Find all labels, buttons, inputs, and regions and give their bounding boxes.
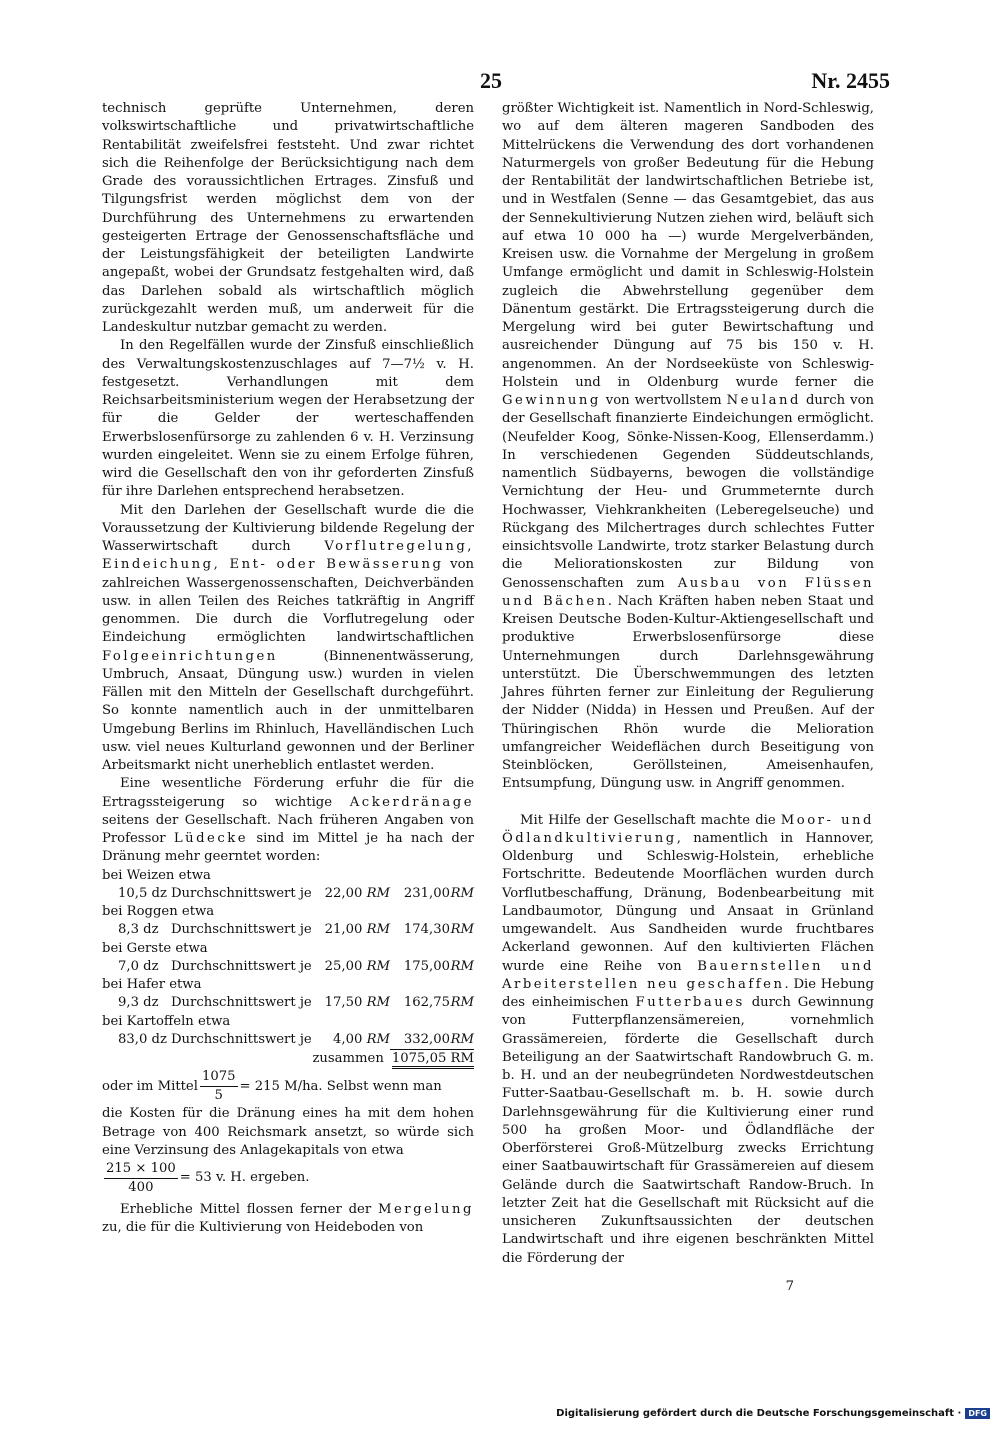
numerator: 215 × 100 [104,1160,178,1179]
paragraph: technisch geprüfte Unternehmen, deren volkswirtschaftliche und privatwirtschaftliche Rentabilität zweifelsfrei feststeht. Und zwar richtet sich die Reihenfolge der Berücksichtigung nach dem Grade des voraussichtlichen Ertrages. Zinsfuß und Tilgungsfrist werden möglichst dem von der Durchführung des Unternehmens zu erwartenden gesteigerten Ertrage der Genossenschaftsfläche und der Leistungsfähigkeit der beteiligten Landwirte angepaßt, wobei der Grundsatz festgehalten wird, daß das Darlehen sobald als wirtschaftlich möglich zurückgezahlt werden muß, um anderweit für die Landeskultur nutzbar gemacht zu werden. [102,101,474,335]
text: (Binnenentwässerung, Umbruch, Ansaat, Düngung usw.) wurden in vielen Fällen mit den Mitteln der Gesellschaft durchgeführt. So konnte namentlich auch in der unmittelbaren Umgebung Berlins im Rhinluch, Havelländischen Luch usw. viel neues Kulturland gewonnen und der Berliner Arbeitsmarkt nicht unerheblich entlastet werden. [102,648,474,773]
crop-unit: RM [450,1031,474,1050]
right-column [502,100,874,1296]
sum-label: zusammen [312,1051,384,1066]
table-row [102,958,474,976]
table-row [102,921,474,939]
text: seitens der Gesellschaft. Nach früheren Angaben von Professor [102,812,474,846]
crop-qty: 9,3 dz [118,995,159,1011]
crop-amount: 231,00 [403,885,450,901]
text: von zahlreichen Wassergenossenschaften, Deichverbänden usw. in allen Teilen des Reiches tatkräftig in Angriff genommen. Die durch die Vorflutregelung oder Eindeichung ermöglichten landwirtschaftlichen [102,557,475,646]
text: Mit den Darlehen der Gesellschaft wurde die die Voraussetzung der Kultivierung bildende Regelung der Wasserwirtschaft durch [102,502,474,554]
crop-unit: RM [450,958,474,974]
paragraph: In den Regelfällen wurde der Zinsfuß einschließlich des Verwaltungskostenzuschlages auf 7—7½ v. H. festgesetzt. Verhandlungen mit dem Reichsarbeitsministerium wegen der Herabsetzung der für die Gelder der werteschaffenden Erwerbslosenfürsorge zu zahlenden 6 v. H. Verzinsung wurden eingeleitet. Wenn sie zu einem Erfolge führen, wird die Gesellschaft den von ihr geforderten Zinsfuß für ihre Darlehen entsprechend herabsetzen. [102,338,474,500]
fraction [200,1068,238,1105]
crop-amount: 332,00 [390,1031,450,1050]
crop-amount: 174,30 [403,922,450,938]
spaced-text: Lüdecke [173,831,249,846]
crop-price: 4,00 RM [332,1032,390,1047]
paragraph [102,775,474,866]
left-column [102,100,474,1238]
table-row [102,903,474,921]
crop-desc: Durchschnittswert je [170,958,312,974]
crop-price: 22,00 RM [324,885,390,901]
table-row [102,976,474,994]
paragraph [102,1201,474,1238]
text: = 215 M/ha. Selbst wenn man [239,1078,442,1094]
crop-label: bei Kartoffeln etwa [102,1013,231,1029]
text: zu, die für die Kultivierung von Heideboden von [102,1220,424,1236]
crop-label: bei Weizen etwa [102,867,211,883]
text: , namentlich in Hannover, Oldenburg und Schleswig-Holstein, erhebliche Fortschritte. Bedeutende Moorflächen wurden durch Vorflutbeschaffung, Dränung, Bodenbearbeitung mit Landbaumotor, Düngung und Ansaat in Grünland umgewandelt. Aus Sandheiden wurde fruchtbares Ackerland gewonnen. Auf den kultivierten Flächen wurde eine Reihe von [502,830,874,974]
table-row [102,1031,474,1050]
text: durch Gewinnung von Futterpflanzensämereien, vornehmlich Grassämereien, förderte die Gesellschaft durch Beteiligung an der Saatwirtschaft Randowbruch G. m. b. H. und an der neubegründeten Nordwestdeutschen Futter-Saatbau-Gesellschaft m. b. H. sowie durch Darlehnsgewährung für die Kultivierung einer rund 500 ha großen Moor- und Ödlandfläche der Oberförsterei Groß-Mützelburg zwecks Errichtung einer Saatbauwirtschaft für Grassämereien auf diesem Gelände durch die Saatwirtschaft Randow-Bruch. In letzter Zeit hat die Gesellschaft mit Rücksicht auf die unsicheren Zukunftsaussichten der deutschen Landwirtschaft und ihre eigenen beschränkten Mittel die Förderung der [502,995,874,1266]
crop-label: bei Hafer etwa [102,977,202,992]
crop-qty: 83,0 dz [118,1032,167,1047]
table-row [102,994,474,1012]
sum-row [102,1050,474,1068]
text: von wertvollstem [600,393,727,408]
formula-mean [102,1068,474,1105]
spaced-text: Gewinnung [502,393,601,408]
text: Erhebliche Mittel flossen ferner der [120,1202,378,1217]
table-row [102,885,474,903]
text: oder im Mittel [102,1078,198,1094]
paragraph [502,812,874,1268]
dfg-logo: DFG [965,1408,990,1419]
crop-price: 25,00 RM [324,958,390,974]
denominator: 400 [128,1180,154,1195]
signature-mark: 7 [785,1278,794,1294]
spaced-text: Mergelung [377,1202,474,1217]
crop-label: bei Roggen etwa [102,904,215,919]
crop-unit: RM [450,885,474,901]
table-row [102,1013,474,1031]
crop-yield-table [102,867,474,1051]
crop-desc: Durchschnittswert je [170,885,312,901]
crop-unit: RM [450,995,474,1011]
page-number: 25 [480,68,502,93]
spaced-text: Futterbaues [635,995,745,1010]
spaced-text: Ackerdränage [349,794,474,810]
crop-amount: 162,75 [403,995,450,1011]
crop-label: bei Gerste etwa [102,940,208,956]
text: Eine wesentliche Förderung erfuhr die für die Ertragssteigerung so wichtige [102,776,474,810]
spaced-text: Bauernstellen und Arbeiterstellen neu geschaffen [502,958,874,992]
paragraph [102,502,474,776]
footer-text: Digitalisierung gefördert durch die Deutsche Forschungsgemeinschaft · [556,1408,962,1419]
crop-unit: RM [450,922,474,938]
table-row [102,867,474,885]
text: Mit Hilfe der Gesellschaft machte die [520,812,781,828]
crop-price: 17,50 RM [324,995,390,1011]
issue-number: Nr. 2455 [811,68,890,93]
spaced-text: Moor- und Ödlandkultivierung [502,812,874,846]
paragraph [502,100,874,794]
spaced-text: Ausbau von Flüssen und Bächen [502,575,874,609]
table-row [102,940,474,958]
crop-desc: Durchschnittswert je [170,995,312,1011]
crop-price: 21,00 RM [324,922,390,938]
text: = 53 v. H. ergeben. [179,1170,310,1186]
denominator: 5 [214,1088,223,1104]
paragraph: die Kosten für die Dränung eines ha mit dem hohen Betrage von 400 Reichsmark ansetzt, so würde sich eine Verzinsung des Anlagekapitals von etwa [102,1106,474,1158]
fraction [104,1160,178,1197]
crop-qty: 8,3 dz [118,922,159,938]
crop-qty: 7,0 dz [118,958,159,974]
text: . Nach Kräften haben neben Staat und Kreisen Deutsche Boden-Kultur-Aktiengesellschaft und produktive Erwerbslosenfürsorge diese Unternehmungen durch Darlehnsgewährung unterstützt. Die Überschwemmungen des letzten Jahres führten ferner zur Einleitung der Regulierung der Nidder (Nidda) in Hessen und Preußen. Auf der Thüringischen Rhön wurde die Melioration umfangreicher Weideflächen durch Beseitigung von Steinblöcken, Geröllsteinen, Ameisenhaufen, Entsumpfung, Düngung usw. in Angriff genommen. [502,593,874,792]
crop-desc: Durchschnittswert je [170,1032,312,1047]
crop-desc: Durchschnittswert je [170,922,312,938]
text: . Die Hebung des einheimischen [502,976,874,1010]
numerator: 1075 [200,1068,238,1087]
text: sind im Mittel je ha nach der Dränung mehr geerntet worden: [102,831,474,865]
spaced-text: Neuland [726,393,801,408]
spaced-text: Folgeeinrichtungen [102,648,278,664]
spaced-text: Vorflutregelung, Eindeichung, Ent- oder Bewässerung [102,539,474,573]
text: durch von der Gesellschaft finanzierte Eindeichungen ermöglicht. (Neufelder Koog, Sönke-Nissen-Koog, Ellenserdamm.) In verschiedenen Gegenden Süddeutschlands, namentlich Südbayerns, bewogen die vollständige Vernichtung der Heu- und Grummeternte durch Hochwasser, Viehkrankheiten (Leberegelseuche) und Rückgang des Milchertrages durch schlechtes Futter einsichtsvolle Landwirte, trotz starker Belastung durch die Meliorationskosten zur Bildung von Genossenschaften zum [502,393,875,591]
formula-interest [102,1160,474,1197]
crop-amount: 175,00 [403,958,450,974]
sum-value: 1075,05 RM [392,1051,474,1069]
crop-qty: 10,5 dz [118,885,167,901]
text: größter Wichtigkeit ist. Namentlich in Nord-Schleswig, wo auf dem älteren mageren Sandboden des Mittelrückens die Verwendung des dort vorhandenen Naturmergels von großer Bedeutung für die Hebung der Rentabilität der landwirtschaftlichen Betriebe ist, und in Westfalen (Senne — das Gesamtgebiet, das aus der Sennekultivierung Nutzen ziehen wird, beläuft sich auf etwa 10 000 ha —) wurde Mergelverbänden, Kreisen usw. die Vornahme der Mergelung in großem Umfange ermöglicht und damit in Schleswig-Holstein zugleich die Abwehrstellung gegenüber dem Dänentum gestärkt. Die Ertragssteigerung durch die Mergelung wird bei guter Bewirtschaftung und ausreichender Düngung auf 75 bis 150 v. H. angenommen. An der Nordseeküste von Schleswig-Holstein und in Oldenburg wurde ferner die [502,101,874,390]
footer [556,1408,990,1419]
